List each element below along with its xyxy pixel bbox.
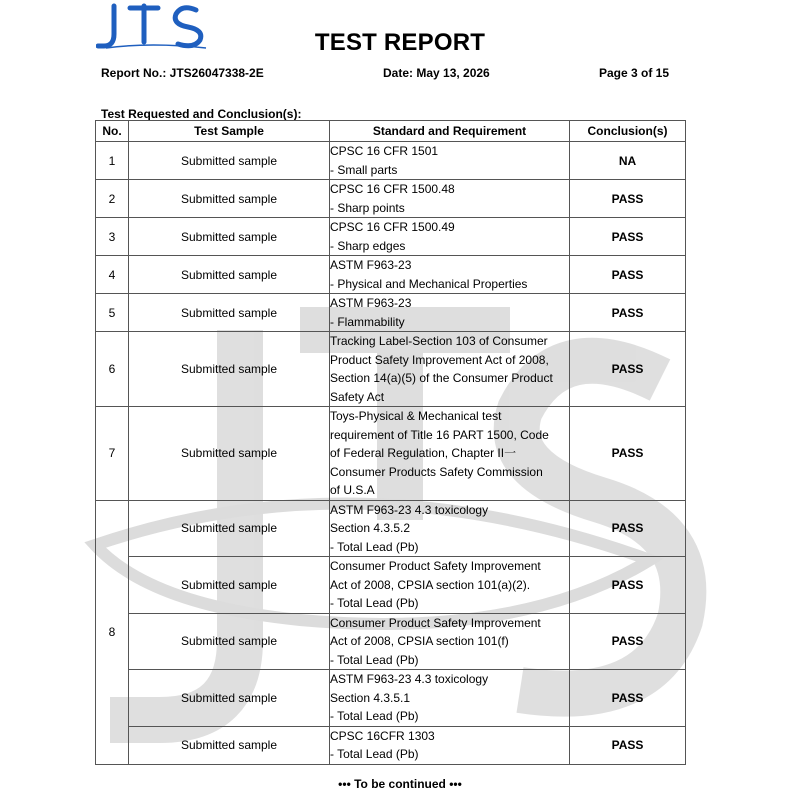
standard-line: ASTM F963-23 4.3 toxicology [330,672,489,686]
report-date: Date: May 13, 2026 [383,66,490,80]
test-sample: Submitted sample [129,500,330,557]
standard-line: ASTM F963-23 [330,296,412,310]
conclusion: PASS [570,256,686,294]
row-number: 6 [96,332,129,407]
standard-requirement [330,142,570,180]
test-sample: Submitted sample [129,670,330,727]
standard-line: CPSC 16 CFR 1500.49 [330,220,455,234]
standard-line: Safety Act [330,389,385,404]
standard-line: Section 4.3.5.1 [330,690,411,705]
standard-requirement [330,670,570,727]
conclusion: PASS [570,613,686,670]
standard-line: Product Safety Improvement Act of 2008, [330,352,549,367]
conclusion: PASS [570,726,686,764]
standard-requirement [330,180,570,218]
table-row [96,557,686,614]
standard-requirement [330,218,570,256]
results-table [95,120,686,765]
standard-line: - Flammability [330,314,405,329]
standard-line: - Total Lead (Pb) [330,709,419,723]
standard-requirement [330,332,570,407]
column-header-no: No. [96,121,129,142]
table-row [96,407,686,501]
standard-requirement [330,294,570,332]
test-sample: Submitted sample [129,613,330,670]
standard-line: CPSC 16 CFR 1501 [330,144,439,158]
table-row [96,670,686,727]
test-sample: Submitted sample [129,218,330,256]
conclusion: PASS [570,332,686,407]
test-sample: Submitted sample [129,726,330,764]
table-row [96,726,686,764]
standard-line: Section 4.3.5.2 [330,521,411,535]
report-number: Report No.: JTS26047338-2E [101,66,264,80]
row-number: 4 [96,256,129,294]
section-heading: Test Requested and Conclusion(s): [101,107,302,121]
standard-line: CPSC 16CFR 1303 [330,728,435,743]
conclusion: PASS [570,500,686,557]
conclusion: PASS [570,180,686,218]
column-header-test-sample: Test Sample [129,121,330,142]
table-row [96,613,686,670]
standard-line: - Total Lead (Pb) [330,596,419,610]
standard-line: - Physical and Mechanical Properties [330,276,528,291]
standard-requirement [330,613,570,670]
standard-line: Consumer Product Safety Improvement [330,615,541,630]
test-sample: Submitted sample [129,332,330,407]
row-number: 8 [96,500,129,764]
standard-line: Consumer Products Safety Commission [330,464,543,479]
to-be-continued-note: ••• To be continued ••• [338,777,462,791]
page-number: Page 3 of 15 [598,66,669,80]
standard-requirement [330,407,570,501]
conclusion: NA [570,142,686,180]
table-row [96,180,686,218]
conclusion: PASS [570,294,686,332]
standard-line: of Federal Regulation, Chapter II一 [330,446,517,460]
standard-line: ASTM F963-23 [330,258,412,272]
table-row [96,256,686,294]
conclusion: PASS [570,670,686,727]
report-title: TEST REPORT [314,29,486,56]
standard-line: of U.S.A [330,483,375,497]
conclusion: PASS [570,557,686,614]
standard-requirement [330,500,570,557]
standard-line: - Total Lead (Pb) [330,539,419,554]
standard-line: Act of 2008, CPSIA section 101(a)(2). [330,577,531,592]
test-sample: Submitted sample [129,294,330,332]
conclusion: PASS [570,407,686,501]
table-header-row [96,121,686,142]
standard-line: Section 14(a)(5) of the Consumer Product [330,371,553,385]
standard-line: ASTM F963-23 4.3 toxicology [330,502,489,517]
test-sample: Submitted sample [129,142,330,180]
table-row [96,142,686,180]
column-header-conclusion: Conclusion(s) [570,121,686,142]
row-number: 2 [96,180,129,218]
standard-line: - Small parts [330,162,398,177]
table-row [96,294,686,332]
column-header-standard: Standard and Requirement [330,121,570,142]
test-sample: Submitted sample [129,180,330,218]
test-sample: Submitted sample [129,256,330,294]
standard-line: Tracking Label-Section 103 of Consumer [330,334,548,348]
standard-line: Consumer Product Safety Improvement [330,559,541,573]
standard-line: - Total Lead (Pb) [330,652,419,667]
table-row [96,332,686,407]
standard-line: Act of 2008, CPSIA section 101(f) [330,634,509,648]
test-sample: Submitted sample [129,557,330,614]
standard-line: requirement of Title 16 PART 1500, Code [330,427,549,442]
conclusion: PASS [570,218,686,256]
standard-requirement [330,557,570,614]
standard-line: CPSC 16 CFR 1500.48 [330,182,455,196]
row-number: 3 [96,218,129,256]
standard-line: Toys-Physical & Mechanical test [330,409,502,423]
standard-requirement [330,726,570,764]
standard-line: - Sharp points [330,200,405,215]
table-row [96,218,686,256]
row-number: 7 [96,407,129,501]
standard-line: - Total Lead (Pb) [330,747,419,761]
row-number: 1 [96,142,129,180]
table-row [96,500,686,557]
row-number: 5 [96,294,129,332]
standard-requirement [330,256,570,294]
test-sample: Submitted sample [129,407,330,501]
standard-line: - Sharp edges [330,238,406,253]
